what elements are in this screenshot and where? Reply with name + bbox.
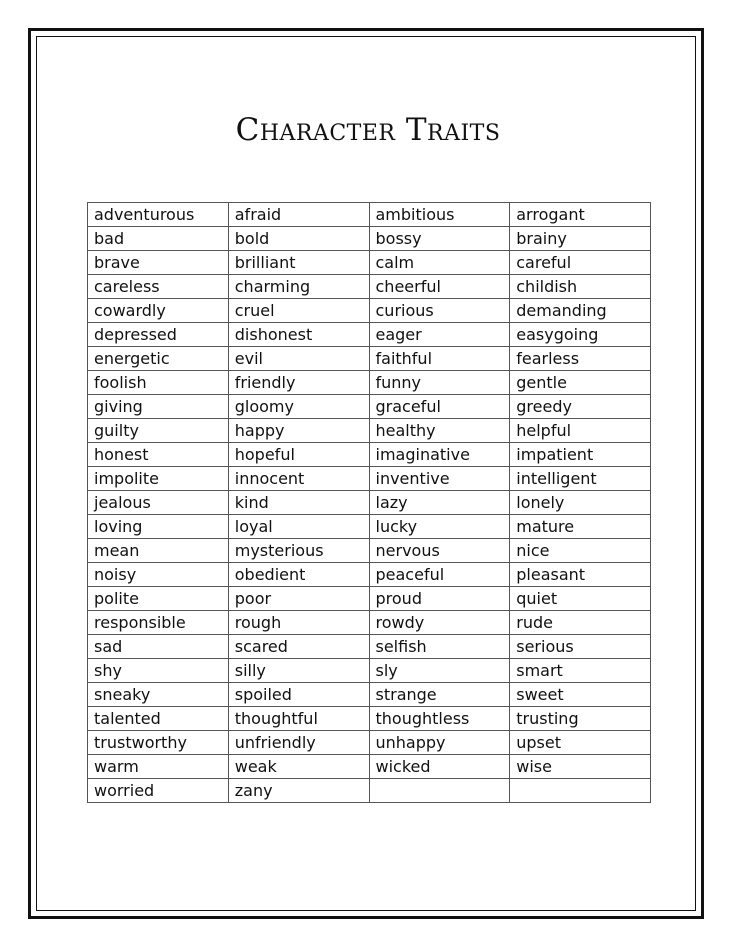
table-row (88, 659, 651, 683)
trait-cell: honest (88, 443, 229, 467)
trait-cell: spoiled (228, 683, 369, 707)
trait-cell: lazy (369, 491, 510, 515)
trait-cell: unhappy (369, 731, 510, 755)
table-row (88, 515, 651, 539)
trait-cell: foolish (88, 371, 229, 395)
table-row (88, 683, 651, 707)
trait-cell: serious (510, 635, 651, 659)
trait-cell: energetic (88, 347, 229, 371)
table-row (88, 731, 651, 755)
trait-cell: careful (510, 251, 651, 275)
table-row (88, 755, 651, 779)
trait-cell: lucky (369, 515, 510, 539)
trait-cell: scared (228, 635, 369, 659)
trait-cell: intelligent (510, 467, 651, 491)
trait-cell: loving (88, 515, 229, 539)
trait-cell: curious (369, 299, 510, 323)
table-row (88, 275, 651, 299)
trait-cell: friendly (228, 371, 369, 395)
trait-cell: impatient (510, 443, 651, 467)
traits-table-body (88, 203, 651, 803)
trait-cell: brave (88, 251, 229, 275)
table-row (88, 443, 651, 467)
trait-cell: ambitious (369, 203, 510, 227)
trait-cell: thoughtful (228, 707, 369, 731)
table-row (88, 299, 651, 323)
page-title: Character Traits (235, 112, 501, 148)
trait-cell: brainy (510, 227, 651, 251)
trait-cell: shy (88, 659, 229, 683)
character-traits-table (87, 202, 651, 803)
trait-cell: lonely (510, 491, 651, 515)
trait-cell: unfriendly (228, 731, 369, 755)
table-row (88, 203, 651, 227)
trait-cell: strange (369, 683, 510, 707)
trait-cell: sad (88, 635, 229, 659)
trait-cell: peaceful (369, 563, 510, 587)
trait-cell: faithful (369, 347, 510, 371)
table-row (88, 779, 651, 803)
trait-cell: proud (369, 587, 510, 611)
table-row (88, 251, 651, 275)
table-row (88, 371, 651, 395)
trait-cell: innocent (228, 467, 369, 491)
trait-cell: smart (510, 659, 651, 683)
trait-cell: charming (228, 275, 369, 299)
trait-cell: greedy (510, 395, 651, 419)
trait-cell: selfish (369, 635, 510, 659)
trait-cell: adventurous (88, 203, 229, 227)
trait-cell: quiet (510, 587, 651, 611)
trait-cell: wicked (369, 755, 510, 779)
trait-cell: noisy (88, 563, 229, 587)
trait-cell: cruel (228, 299, 369, 323)
trait-cell: demanding (510, 299, 651, 323)
trait-cell: fearless (510, 347, 651, 371)
trait-cell: jealous (88, 491, 229, 515)
trait-cell: mean (88, 539, 229, 563)
trait-cell: funny (369, 371, 510, 395)
trait-cell: giving (88, 395, 229, 419)
trait-cell: helpful (510, 419, 651, 443)
trait-cell: obedient (228, 563, 369, 587)
trait-cell: gentle (510, 371, 651, 395)
trait-cell: wise (510, 755, 651, 779)
table-row (88, 347, 651, 371)
trait-cell: silly (228, 659, 369, 683)
table-row (88, 467, 651, 491)
trait-cell (369, 779, 510, 803)
trait-cell: sneaky (88, 683, 229, 707)
trait-cell: sweet (510, 683, 651, 707)
trait-cell: inventive (369, 467, 510, 491)
trait-cell: rude (510, 611, 651, 635)
trait-cell: worried (88, 779, 229, 803)
trait-cell: impolite (88, 467, 229, 491)
trait-cell: careless (88, 275, 229, 299)
trait-cell: trusting (510, 707, 651, 731)
table-row (88, 539, 651, 563)
trait-cell: rowdy (369, 611, 510, 635)
trait-cell: cheerful (369, 275, 510, 299)
trait-cell: poor (228, 587, 369, 611)
trait-cell: guilty (88, 419, 229, 443)
trait-cell: eager (369, 323, 510, 347)
trait-cell: trustworthy (88, 731, 229, 755)
trait-cell: gloomy (228, 395, 369, 419)
trait-cell: brilliant (228, 251, 369, 275)
table-row (88, 563, 651, 587)
trait-cell: healthy (369, 419, 510, 443)
trait-cell: depressed (88, 323, 229, 347)
table-row (88, 323, 651, 347)
trait-cell: nice (510, 539, 651, 563)
trait-cell: cowardly (88, 299, 229, 323)
trait-cell: zany (228, 779, 369, 803)
trait-cell: sly (369, 659, 510, 683)
trait-cell: calm (369, 251, 510, 275)
trait-cell: responsible (88, 611, 229, 635)
trait-cell: mysterious (228, 539, 369, 563)
trait-cell: imaginative (369, 443, 510, 467)
trait-cell: hopeful (228, 443, 369, 467)
trait-cell: upset (510, 731, 651, 755)
table-row (88, 419, 651, 443)
trait-cell: evil (228, 347, 369, 371)
trait-cell: warm (88, 755, 229, 779)
trait-cell: talented (88, 707, 229, 731)
trait-cell: bad (88, 227, 229, 251)
trait-cell: easygoing (510, 323, 651, 347)
trait-cell: mature (510, 515, 651, 539)
trait-cell: dishonest (228, 323, 369, 347)
table-row (88, 491, 651, 515)
trait-cell: childish (510, 275, 651, 299)
trait-cell: rough (228, 611, 369, 635)
trait-cell: polite (88, 587, 229, 611)
trait-cell: pleasant (510, 563, 651, 587)
table-row (88, 395, 651, 419)
trait-cell: arrogant (510, 203, 651, 227)
trait-cell: bold (228, 227, 369, 251)
trait-cell: bossy (369, 227, 510, 251)
trait-cell: kind (228, 491, 369, 515)
trait-cell: afraid (228, 203, 369, 227)
table-row (88, 227, 651, 251)
table-row (88, 707, 651, 731)
trait-cell: weak (228, 755, 369, 779)
trait-cell: nervous (369, 539, 510, 563)
table-row (88, 635, 651, 659)
trait-cell: thoughtless (369, 707, 510, 731)
trait-cell: graceful (369, 395, 510, 419)
table-row (88, 611, 651, 635)
table-row (88, 587, 651, 611)
trait-cell: loyal (228, 515, 369, 539)
trait-cell (510, 779, 651, 803)
trait-cell: happy (228, 419, 369, 443)
